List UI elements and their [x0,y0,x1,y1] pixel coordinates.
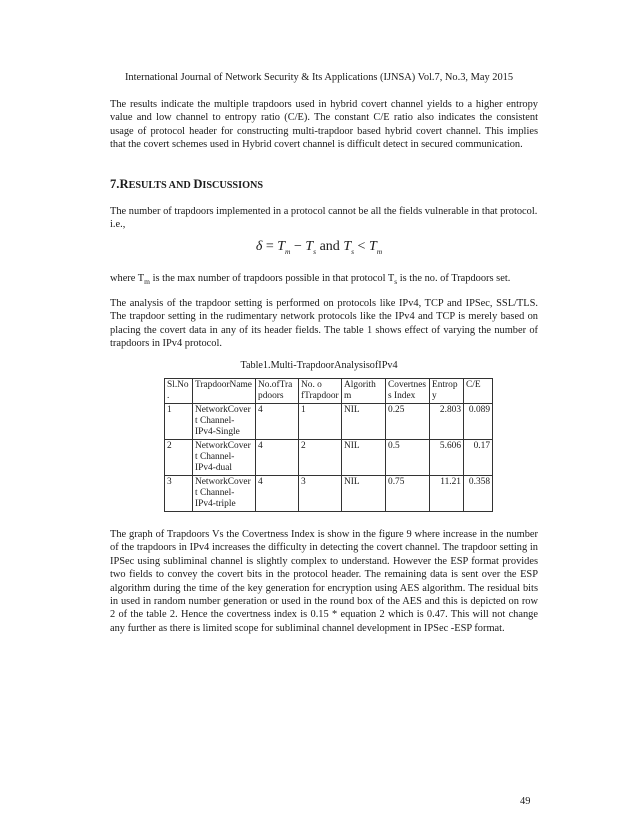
table-cell: 2.803 [430,404,464,440]
table-row [165,476,493,512]
table-cell: 0.358 [464,476,493,512]
formula-delta: δ [255,239,263,254]
formula-equals: = [262,239,278,254]
table-cell: 2 [165,440,193,476]
section-word-results: ESULTS AND [128,180,194,191]
section-letter-d: D [193,177,203,191]
table-cell: 4 [256,440,299,476]
table-header: Algorithm [342,379,386,404]
graph-paragraph: The graph of Trapdoors Vs the Covertness Index is show in the figure 9 where increase in the number of the trapdoors in IPv4 increases the difficulty in detecting the covert channel. The trapdoor setting in IPSec using subliminal channel is slightly complex to understand. However the ESP format provides two fields to convey the covert bits in the protocol header. The remaining data is sent over the ESP algorithm during the time of the key generation for encryption using AES algorithm. The residual bits in used in random number generation or used in the round box of the AES and this is depicted on row 2 of the table 2. Hence the covertness index is 0.15 * equation 2 which is 0.47. This will not change any further as there is limited scope for subliminal channel development in IPSec -ESP format. [110,529,538,634]
table-cell: 3 [165,476,193,512]
table-header: C/E [464,379,493,404]
table-cell: 4 [256,404,299,440]
table-cell: 0.5 [386,440,430,476]
formula-tm: T [277,239,286,254]
trapdoor-paragraph: The number of trapdoors implemented in a protocol cannot be all the fields vulnerable in that protocol. i.e., [110,206,538,231]
formula-tm-sub: m [285,246,291,256]
table-cell: 0.25 [386,404,430,440]
table-cell: 4 [256,476,299,512]
trapdoor-table [164,378,493,512]
section-number: 7. [110,177,120,191]
table-cell: 2 [299,440,342,476]
table-cell: 3 [299,476,342,512]
where-sub2: s [394,277,398,287]
table-cell: 11.21 [430,476,464,512]
formula-and: and [316,239,344,254]
table-row [165,404,493,440]
table-cell: 0.75 [386,476,430,512]
formula-ts2: T [343,239,352,254]
formula-minus: − [290,239,306,254]
formula [0,239,638,256]
table-header-row [165,379,493,404]
table-header: Covertness Index [386,379,430,404]
table-cell: NetworkCovert Channel-IPv4-triple [193,476,256,512]
analysis-paragraph: The analysis of the trapdoor setting is performed on protocols like IPv4, TCP and IPSec, SSL/TLS. The trapdoor setting in the rudimentary network protocols like the IPv4 and TCP is merely based on placing the covert data in any of its header fields. The table 1 shows effect of varying the number of trapdoors in IPv4 protocol. [110,298,538,350]
formula-tm2-sub: m [376,246,383,256]
table-cell: NetworkCovert Channel-IPv4-dual [193,440,256,476]
journal-header: International Journal of Network Security & Its Applications (IJNSA) Vol.7, No.3, May 2015 [124,72,514,83]
table-header: TrapdoorName [193,379,256,404]
table-cell: NIL [342,440,386,476]
intro-paragraph: The results indicate the multiple trapdoors used in hybrid covert channel yields to a higher entropy value and low channel to entropy ratio (C/E). The constant C/E ratio also indicates the consistent usage of protocol header for constructing multi-trapdoor based hybrid covert channel. This implies that the covert schemes used in Hybrid covert channel is difficult detect in secured communication. [110,99,538,151]
table-header: Sl.No. [165,379,193,404]
formula-less-than: < [354,239,369,254]
page-number: 49 [520,796,531,807]
section-heading [110,177,263,192]
section-word-discussions: ISCUSSIONS [202,180,264,191]
table-cell: 1 [165,404,193,440]
where-sub1: m [144,277,150,287]
table-cell: 0.17 [464,440,493,476]
table-caption: Table1.Multi-TrapdoorAnalysisofIPv4 [240,360,398,371]
table-cell: NetworkCovert Channel-IPv4-Single [193,404,256,440]
formula-ts2-sub: s [351,246,355,256]
table-header: No.ofTrapdoors [256,379,299,404]
table-row [165,440,493,476]
where-part2: is the max number of trapdoors possible in that protocol T [149,273,395,284]
section-letter-r: R [119,177,129,191]
where-line [110,272,538,288]
formula-ts: T [305,239,314,254]
table-cell: 0.089 [464,404,493,440]
formula-ts-sub: s [313,246,317,256]
table-cell: 5.606 [430,440,464,476]
formula-tm2: T [368,239,377,254]
table-header: Entropy [430,379,464,404]
table-cell: 1 [299,404,342,440]
table-header: No. o fTrapdoor [299,379,342,404]
table-cell: NIL [342,476,386,512]
table-cell: NIL [342,404,386,440]
where-part3: is the no. of Trapdoors set. [397,273,511,284]
where-part1: where T [110,273,145,284]
